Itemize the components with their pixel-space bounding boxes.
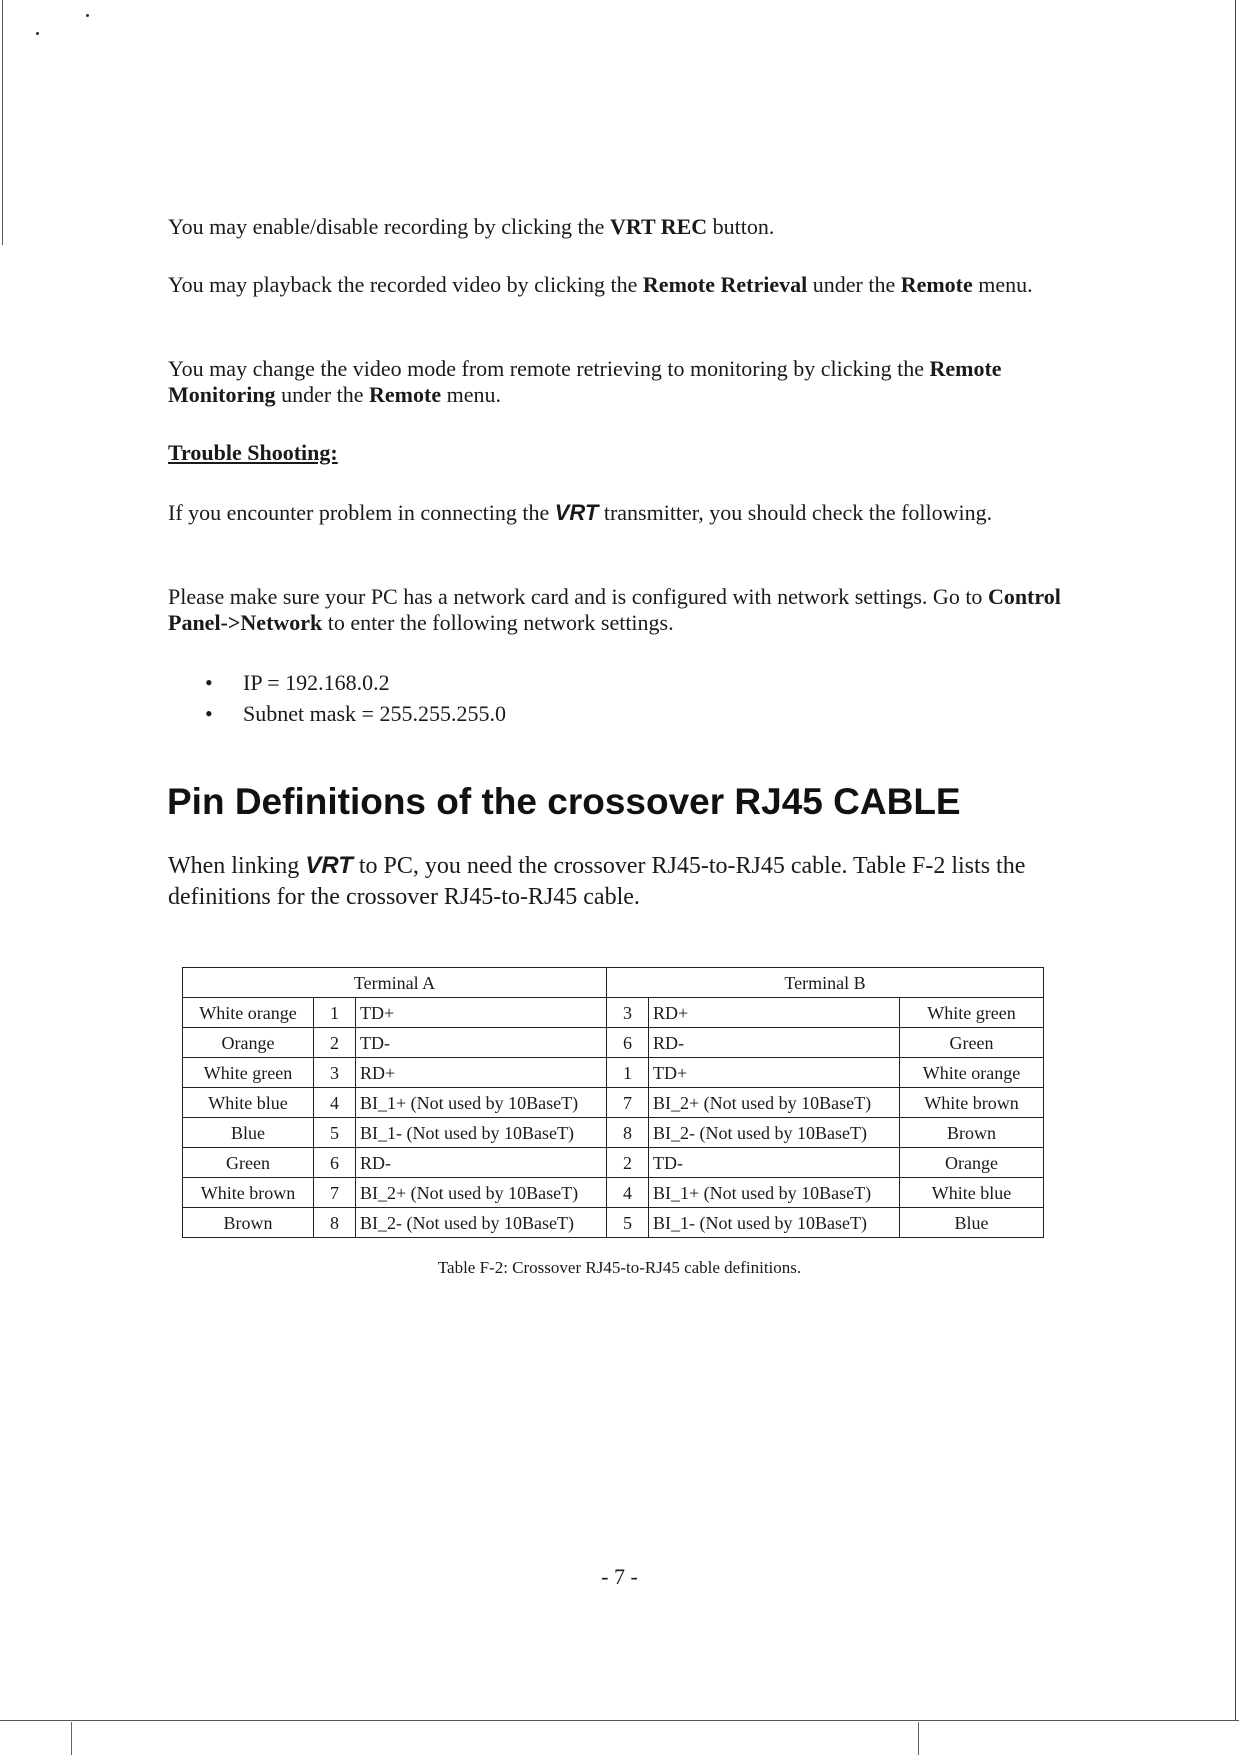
wire-color-b: White green xyxy=(900,998,1044,1028)
table-row xyxy=(183,998,1044,1028)
network-settings-list xyxy=(205,667,506,729)
table-header-row xyxy=(183,968,1044,998)
pin-number-b: 8 xyxy=(607,1118,649,1148)
pin-number-a: 3 xyxy=(314,1058,356,1088)
paragraph-remote-monitoring: You may change the video mode from remote retrieving to monitoring by clicking the Remote Monitoring under the Remote menu. xyxy=(168,356,1002,407)
table-row xyxy=(183,1058,1044,1088)
scan-edge-right xyxy=(1235,0,1236,1720)
pin-number-a: 5 xyxy=(314,1118,356,1148)
pin-number-a: 4 xyxy=(314,1088,356,1118)
list-item-subnet-mask: • Subnet mask = 255.255.255.0 xyxy=(205,698,506,729)
section-intro: When linking VRT to PC, you need the crossover RJ45-to-RJ45 cable. Table F-2 lists the definitions for the crossover RJ45-to-RJ45 cable. xyxy=(168,852,1026,910)
table-caption: Table F-2: Crossover RJ45-to-RJ45 cable definitions. xyxy=(437,1258,802,1277)
section-heading: Pin Definitions of the crossover RJ45 CABLE xyxy=(167,781,961,822)
signal-b: BI_2+ (Not used by 10BaseT) xyxy=(649,1088,900,1118)
pin-number-a: 8 xyxy=(314,1208,356,1238)
wire-color-a: White orange xyxy=(183,998,314,1028)
pin-number-b: 1 xyxy=(607,1058,649,1088)
signal-a: BI_2- (Not used by 10BaseT) xyxy=(356,1208,607,1238)
scan-tick-right xyxy=(918,1722,919,1755)
wire-color-b: Blue xyxy=(900,1208,1044,1238)
scan-tick-left xyxy=(71,1722,72,1755)
scan-speck xyxy=(86,14,89,17)
wire-color-a: Blue xyxy=(183,1118,314,1148)
wire-color-a: White green xyxy=(183,1058,314,1088)
wire-color-a: Orange xyxy=(183,1028,314,1058)
table-row xyxy=(183,1118,1044,1148)
wire-color-b: White brown xyxy=(900,1088,1044,1118)
pin-number-a: 7 xyxy=(314,1178,356,1208)
wire-color-a: Green xyxy=(183,1148,314,1178)
signal-b: BI_1- (Not used by 10BaseT) xyxy=(649,1208,900,1238)
table-row xyxy=(183,1148,1044,1178)
page-number: - 7 - xyxy=(601,1564,638,1589)
pin-number-b: 3 xyxy=(607,998,649,1028)
signal-a: RD+ xyxy=(356,1058,607,1088)
signal-b: BI_1+ (Not used by 10BaseT) xyxy=(649,1178,900,1208)
table-row xyxy=(183,1208,1044,1238)
pin-definitions-table xyxy=(182,967,1044,1238)
signal-b: TD- xyxy=(649,1148,900,1178)
pin-number-b: 5 xyxy=(607,1208,649,1238)
wire-color-a: White blue xyxy=(183,1088,314,1118)
wire-color-b: Orange xyxy=(900,1148,1044,1178)
signal-b: TD+ xyxy=(649,1058,900,1088)
wire-color-b: Brown xyxy=(900,1118,1044,1148)
pin-number-b: 4 xyxy=(607,1178,649,1208)
scan-speck xyxy=(36,32,39,35)
paragraph-remote-retrieval: You may playback the recorded video by clicking the Remote Retrieval under the Remote menu. xyxy=(168,272,1033,297)
signal-b: RD- xyxy=(649,1028,900,1058)
signal-b: BI_2- (Not used by 10BaseT) xyxy=(649,1118,900,1148)
terminal-a-header: Terminal A xyxy=(183,968,607,998)
wire-color-b: White blue xyxy=(900,1178,1044,1208)
pin-number-b: 6 xyxy=(607,1028,649,1058)
wire-color-a: White brown xyxy=(183,1178,314,1208)
wire-color-b: Green xyxy=(900,1028,1044,1058)
paragraph-connection-problem: If you encounter problem in connecting the VRT transmitter, you should check the following. xyxy=(168,500,993,525)
paragraph-vrt-rec: You may enable/disable recording by clicking the VRT REC button. xyxy=(168,214,775,239)
scan-edge-bottom xyxy=(0,1720,1239,1721)
terminal-b-header: Terminal B xyxy=(607,968,1044,998)
signal-a: TD- xyxy=(356,1028,607,1058)
table-row xyxy=(183,1088,1044,1118)
signal-a: RD- xyxy=(356,1148,607,1178)
pin-number-a: 2 xyxy=(314,1028,356,1058)
trouble-shooting-title: Trouble Shooting: xyxy=(168,440,338,465)
wire-color-b: White orange xyxy=(900,1058,1044,1088)
paragraph-network-settings: Please make sure your PC has a network card and is configured with network settings. Go to Control Panel->Network to enter the following network settings. xyxy=(168,584,1061,635)
wire-color-a: Brown xyxy=(183,1208,314,1238)
pin-number-a: 6 xyxy=(314,1148,356,1178)
table-row xyxy=(183,1178,1044,1208)
pin-number-b: 2 xyxy=(607,1148,649,1178)
pin-number-a: 1 xyxy=(314,998,356,1028)
table-row xyxy=(183,1028,1044,1058)
signal-a: BI_2+ (Not used by 10BaseT) xyxy=(356,1178,607,1208)
signal-a: BI_1- (Not used by 10BaseT) xyxy=(356,1118,607,1148)
pin-number-b: 7 xyxy=(607,1088,649,1118)
list-item-ip: • IP = 192.168.0.2 xyxy=(205,667,506,698)
scan-edge-left xyxy=(2,0,3,245)
signal-b: RD+ xyxy=(649,998,900,1028)
signal-a: TD+ xyxy=(356,998,607,1028)
signal-a: BI_1+ (Not used by 10BaseT) xyxy=(356,1088,607,1118)
